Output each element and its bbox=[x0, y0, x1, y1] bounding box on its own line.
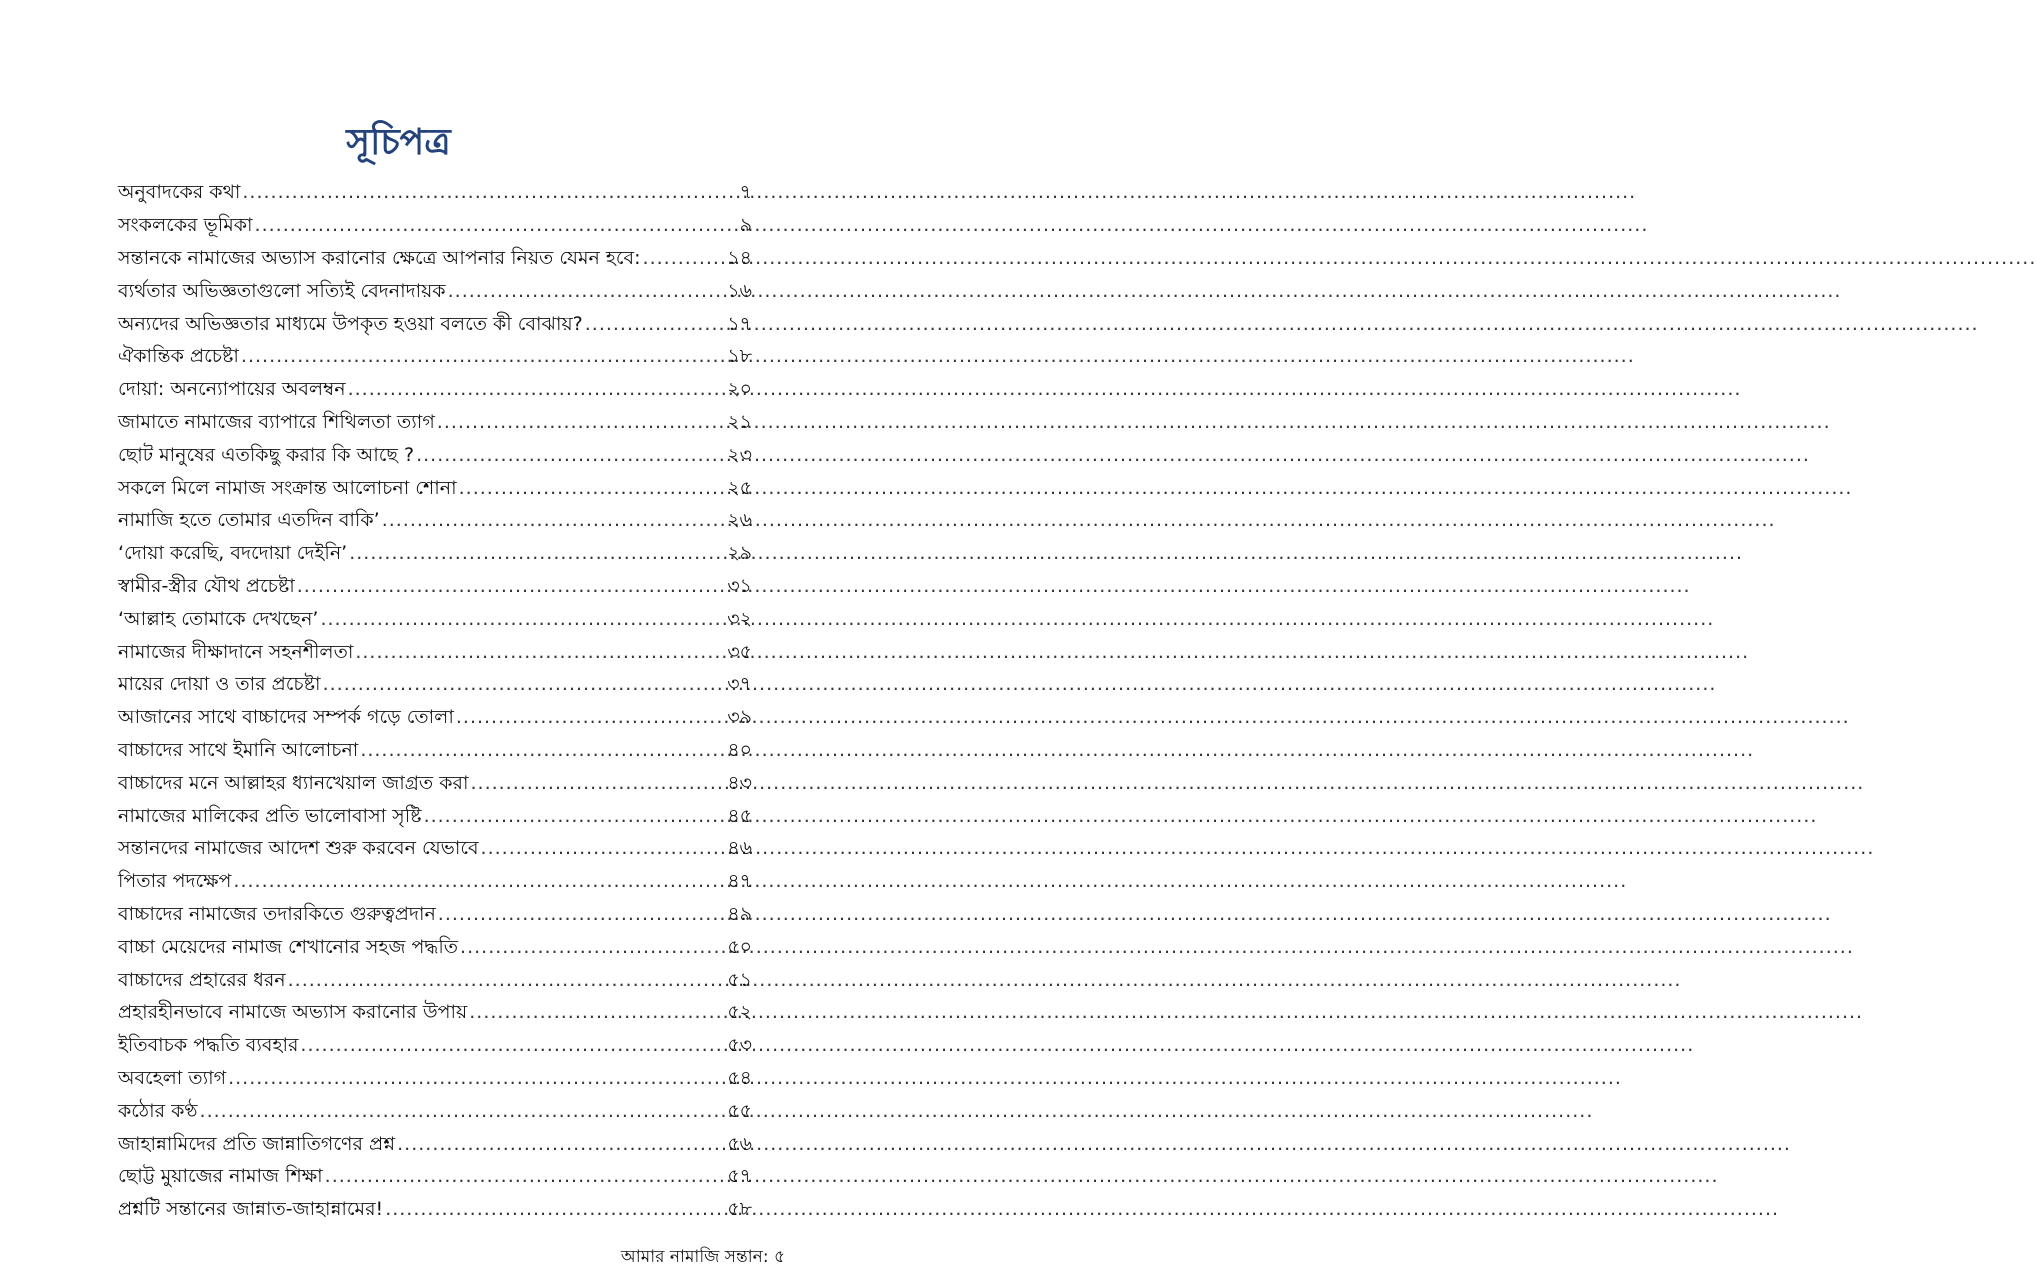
toc-entry[interactable] bbox=[118, 1193, 752, 1226]
toc-entry[interactable] bbox=[118, 504, 752, 537]
toc-entry-title: বাচ্চাদের নামাজের তদারকিতে গুরুত্বপ্রদান bbox=[118, 902, 436, 925]
dot-leader bbox=[300, 1033, 725, 1057]
toc-entry-title: অনুবাদকের কথা bbox=[118, 181, 241, 204]
toc-entry-page-number: ১৬ bbox=[727, 279, 752, 302]
toc-entry-title: জাহান্নামিদের প্রতি জান্নাতিগণের প্রশ্ন bbox=[118, 1132, 396, 1155]
toc-entry-title: অবহেলা ত্যাগ bbox=[118, 1066, 227, 1089]
toc-entry[interactable] bbox=[118, 209, 752, 242]
toc-entry-page-number: ৫৩ bbox=[727, 1034, 752, 1057]
toc-entry[interactable] bbox=[118, 602, 752, 635]
toc-entry-page-number: ২৯ bbox=[727, 542, 752, 565]
toc-entry-title: কঠোর কণ্ঠ bbox=[118, 1099, 198, 1122]
toc-entry-title: নামাজের মালিকের প্রতি ভালোবাসা সৃষ্টি bbox=[118, 804, 422, 827]
toc-entry-title: ব্যর্থতার অভিজ্ঞতাগুলো সত্যিই বেদনাদায়ক bbox=[118, 279, 446, 302]
toc-entry-page-number: ৫১ bbox=[727, 968, 752, 991]
toc-entry-title: নামাজি হতে তোমার এতদিন বাকি’ bbox=[118, 509, 380, 532]
dot-leader bbox=[469, 1000, 725, 1024]
toc-entry-page-number: ৫৫ bbox=[727, 1099, 752, 1122]
toc-entry[interactable] bbox=[118, 340, 752, 373]
toc-entry[interactable] bbox=[118, 373, 752, 406]
dot-leader bbox=[297, 574, 726, 598]
toc-entry-title: নামাজের দীক্ষাদানে সহনশীলতা bbox=[118, 640, 354, 663]
dot-leader bbox=[481, 836, 726, 860]
toc-entry-title: সকলে মিলে নামাজ সংক্রান্ত আলোচনা শোনা bbox=[118, 476, 457, 499]
toc-entry-page-number: ৩৫ bbox=[727, 640, 752, 663]
dot-leader bbox=[643, 246, 726, 270]
dot-leader bbox=[200, 1099, 726, 1123]
toc-entry[interactable] bbox=[118, 865, 752, 898]
toc-entry-page-number: ২০ bbox=[727, 378, 752, 401]
toc-entry[interactable] bbox=[118, 537, 752, 570]
page-title: সূচিপত্র bbox=[346, 122, 451, 163]
dot-leader bbox=[385, 1197, 725, 1221]
toc-entry-page-number: ৪৭ bbox=[727, 870, 752, 893]
toc-entry[interactable] bbox=[118, 635, 752, 668]
toc-entry-title: সংকলকের ভূমিকা bbox=[118, 214, 253, 237]
toc-entry-page-number: ৩৯ bbox=[727, 706, 752, 729]
toc-entry-page-number: ২৫ bbox=[727, 476, 752, 499]
dot-leader bbox=[355, 640, 725, 664]
toc-entry-title: বাচ্চাদের সাথে ইমানি আলোচনা bbox=[118, 738, 359, 761]
dot-leader bbox=[288, 968, 726, 992]
toc-entry[interactable] bbox=[118, 438, 752, 471]
toc-entry[interactable] bbox=[118, 242, 752, 275]
toc-entry[interactable] bbox=[118, 471, 752, 504]
toc-entry-title: বাচ্চাদের মনে আল্লাহর ধ্যানখেয়াল জাগ্রত করা bbox=[118, 771, 469, 794]
toc-entry-page-number: ৯ bbox=[739, 214, 752, 237]
toc-entry-title: মায়ের দোয়া ও তার প্রচেষ্টা bbox=[118, 673, 321, 696]
toc-entry-page-number: ৫২ bbox=[727, 1001, 752, 1024]
toc-entry-title: প্রশ্নটি সন্তানের জান্নাত-জাহান্নামের! bbox=[118, 1198, 384, 1221]
dot-leader bbox=[437, 410, 726, 434]
dot-leader bbox=[456, 705, 725, 729]
dot-leader bbox=[348, 377, 726, 401]
dot-leader bbox=[424, 804, 726, 828]
toc-entry[interactable] bbox=[118, 668, 752, 701]
dot-leader bbox=[349, 541, 725, 565]
toc-entry[interactable] bbox=[118, 898, 752, 931]
toc-entry-page-number: ৪৫ bbox=[727, 804, 752, 827]
toc-entry-page-number: ৪৩ bbox=[727, 771, 752, 794]
toc-entry-title: আজানের সাথে বাচ্চাদের সম্পর্ক গড়ে তোলা bbox=[118, 706, 454, 729]
toc-entry[interactable] bbox=[118, 307, 752, 340]
dot-leader bbox=[397, 1132, 725, 1156]
toc-entry-page-number: ৩২ bbox=[727, 607, 752, 630]
toc-entry[interactable] bbox=[118, 274, 752, 307]
toc-entry-title: দোয়া: অনন্যোপায়ের অবলম্বন bbox=[118, 378, 346, 401]
toc-entry-page-number: ৪০ bbox=[727, 738, 752, 761]
toc-entry-page-number: ২৩ bbox=[727, 443, 752, 466]
toc-entry[interactable] bbox=[118, 570, 752, 603]
toc-entry[interactable] bbox=[118, 406, 752, 439]
toc-entry-page-number: ২৬ bbox=[727, 509, 752, 532]
toc-entry-title: প্রহারহীনভাবে নামাজে অভ্যাস করানোর উপায় bbox=[118, 1001, 468, 1024]
toc-entry[interactable] bbox=[118, 996, 752, 1029]
toc-entry[interactable] bbox=[118, 1094, 752, 1127]
dot-leader bbox=[438, 902, 726, 926]
toc-entry-title: সন্তানকে নামাজের অভ্যাস করানোর ক্ষেত্রে আপনার নিয়ত যেমন হবে: bbox=[118, 246, 641, 269]
toc-entry-page-number: ১৪ bbox=[727, 246, 752, 269]
toc-entry-page-number: ৭ bbox=[739, 181, 752, 204]
toc-entry-page-number: ৫০ bbox=[727, 935, 752, 958]
dot-leader bbox=[255, 213, 738, 237]
toc-entry[interactable] bbox=[118, 766, 752, 799]
dot-leader bbox=[241, 344, 725, 368]
toc-entry[interactable] bbox=[118, 1127, 752, 1160]
toc-entry[interactable] bbox=[118, 930, 752, 963]
toc-entry-page-number: ১৮ bbox=[727, 345, 752, 368]
toc-entry-title: ইতিবাচক পদ্ধতি ব্যবহার bbox=[118, 1034, 299, 1057]
toc-entry[interactable] bbox=[118, 963, 752, 996]
dot-leader bbox=[416, 443, 725, 467]
dot-leader bbox=[325, 1164, 726, 1188]
toc-entry-page-number: ৫৭ bbox=[727, 1165, 752, 1188]
toc-entry-page-number: ৩৭ bbox=[727, 673, 752, 696]
dot-leader bbox=[233, 869, 725, 893]
dot-leader bbox=[320, 607, 725, 631]
toc-entry[interactable] bbox=[118, 701, 752, 734]
toc-entry-page-number: ৫৪ bbox=[727, 1066, 752, 1089]
dot-leader bbox=[382, 508, 726, 532]
toc-entry-title: ‘আল্লাহ তোমাকে দেখছেন’ bbox=[118, 607, 319, 630]
dot-leader bbox=[459, 476, 726, 500]
toc-entry[interactable] bbox=[118, 1062, 752, 1095]
toc-entry-page-number: ৩১ bbox=[727, 574, 752, 597]
toc-entry[interactable] bbox=[118, 176, 752, 209]
dot-leader bbox=[360, 738, 725, 762]
toc-entry-title: পিতার পদক্ষেপ bbox=[118, 870, 232, 893]
dot-leader bbox=[470, 771, 725, 795]
toc-entry-title: জামাতে নামাজের ব্যাপারে শিথিলতা ত্যাগ bbox=[118, 410, 435, 433]
table-of-contents bbox=[118, 176, 752, 1226]
toc-entry-title: ছোট মানুষের এতকিছু করার কি আছে ? bbox=[118, 443, 415, 466]
dot-leader bbox=[585, 312, 726, 336]
running-footer: আমার নামাজি সন্তান: ৫ bbox=[620, 1247, 785, 1267]
dot-leader bbox=[448, 279, 726, 303]
toc-entry-page-number: ১৭ bbox=[727, 312, 752, 335]
toc-entry-title: অন্যদের অভিজ্ঞতার মাধ্যমে উপকৃত হওয়া বলতে কী বোঝায়? bbox=[118, 312, 583, 335]
toc-entry[interactable] bbox=[118, 1029, 752, 1062]
toc-entry[interactable] bbox=[118, 1160, 752, 1193]
toc-entry-page-number: ২১ bbox=[727, 410, 752, 433]
dot-leader bbox=[242, 180, 737, 204]
toc-entry-title: ছোট্ট মুয়াজের নামাজ শিক্ষা bbox=[118, 1165, 323, 1188]
toc-entry-page-number: ৫৬ bbox=[727, 1132, 752, 1155]
dot-leader bbox=[228, 1066, 725, 1090]
toc-entry-title: স্বামীর-স্ত্রীর যৌথ প্রচেষ্টা bbox=[118, 574, 295, 597]
toc-entry-title: ঐকান্তিক প্রচেষ্টা bbox=[118, 345, 239, 368]
toc-entry-title: বাচ্চা মেয়েদের নামাজ শেখানোর সহজ পদ্ধতি bbox=[118, 935, 459, 958]
toc-entry[interactable] bbox=[118, 734, 752, 767]
toc-entry-page-number: ৫৮ bbox=[727, 1198, 752, 1221]
dot-leader bbox=[460, 935, 725, 959]
toc-entry-page-number: ৪৯ bbox=[727, 902, 752, 925]
toc-entry-title: ‘দোয়া করেছি, বদদোয়া দেইনি’ bbox=[118, 542, 348, 565]
toc-entry[interactable] bbox=[118, 799, 752, 832]
toc-entry-title: বাচ্চাদের প্রহারের ধরন bbox=[118, 968, 286, 991]
toc-entry[interactable] bbox=[118, 832, 752, 865]
toc-entry-title: সন্তানদের নামাজের আদেশ শুরু করবেন যেভাবে bbox=[118, 837, 479, 860]
dot-leader bbox=[323, 672, 726, 696]
toc-entry-page-number: ৪৬ bbox=[727, 837, 752, 860]
